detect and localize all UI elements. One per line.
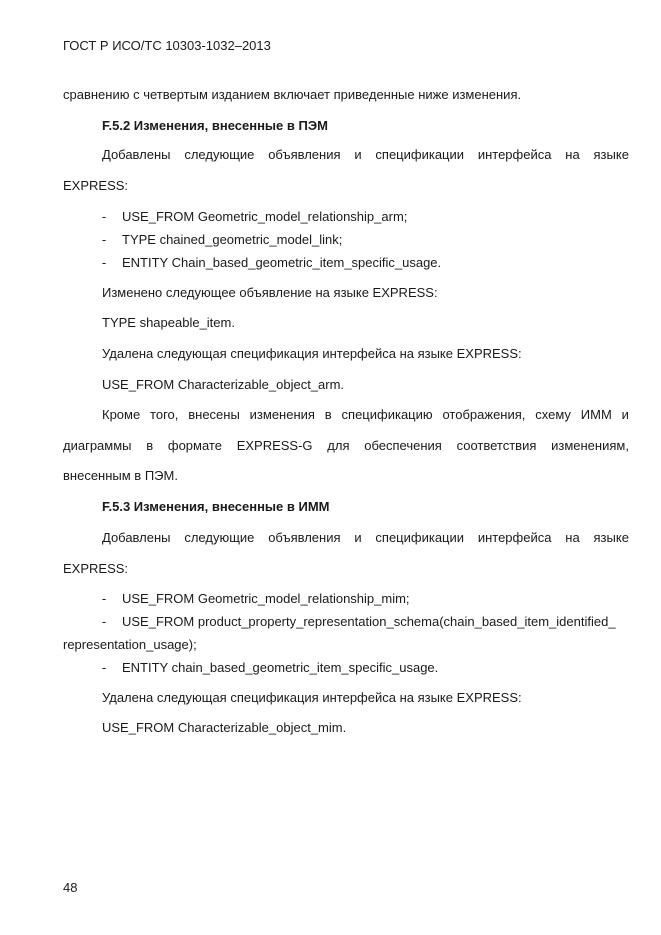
- section-f53-heading: F.5.3 Изменения, внесенные в ИММ: [102, 499, 330, 514]
- word: в: [324, 407, 332, 422]
- word: языке: [593, 147, 629, 162]
- word: Кроме: [102, 407, 141, 422]
- word: спецификации: [375, 147, 465, 162]
- word: следующие: [184, 530, 255, 545]
- word: языке: [593, 530, 629, 545]
- word: объявления: [268, 530, 341, 545]
- page-number: 48: [63, 880, 78, 895]
- word: EXPRESS-G: [236, 438, 313, 453]
- f52-removed-item: USE_FROM Characterizable_object_arm.: [102, 377, 345, 392]
- word: Добавлены: [102, 147, 171, 162]
- f52-other-line-3: внесенным в ПЭМ.: [63, 468, 178, 483]
- bullet-dash: -: [101, 591, 107, 606]
- word: диаграммы: [63, 438, 132, 453]
- word: спецификации: [375, 530, 465, 545]
- word: на: [565, 530, 580, 545]
- word: и: [354, 147, 362, 162]
- f52-other-line-2: [63, 438, 629, 454]
- intro-line: сравнению с четвертым изданием включает приведенные ниже изменения.: [63, 87, 522, 102]
- f52-added-intro-tail: EXPRESS:: [63, 178, 129, 193]
- word: объявления: [268, 147, 341, 162]
- word: для: [327, 438, 350, 453]
- f52-added-item: ENTITY Chain_based_geometric_item_specific_usage.: [122, 255, 442, 270]
- word: интерфейса: [477, 147, 552, 162]
- section-f52-heading: F.5.2 Изменения, внесенные в ПЭМ: [102, 118, 328, 133]
- standard-header: ГОСТ Р ИСО/ТС 10303-1032–2013: [63, 38, 271, 53]
- f53-added-item: ENTITY chain_based_geometric_item_specific_usage.: [122, 660, 439, 675]
- word: интерфейса: [477, 530, 552, 545]
- word: соответствия: [456, 438, 537, 453]
- word: и: [621, 407, 629, 422]
- f53-added-item-continuation: representation_usage);: [63, 637, 197, 652]
- word: на: [565, 147, 580, 162]
- f52-added-item: USE_FROM Geometric_model_relationship_arm;: [122, 209, 408, 224]
- word: того,: [150, 407, 179, 422]
- word: ИММ: [580, 407, 612, 422]
- f53-added-intro-tail: EXPRESS:: [63, 561, 129, 576]
- word: схему: [535, 407, 571, 422]
- word: формате: [167, 438, 222, 453]
- bullet-dash: -: [101, 209, 107, 224]
- word: в: [146, 438, 154, 453]
- bullet-dash: -: [101, 614, 107, 629]
- f52-changed-item: TYPE shapeable_item.: [102, 315, 235, 330]
- word: отображения,: [442, 407, 526, 422]
- bullet-dash: -: [101, 232, 107, 247]
- f52-other-line-1: [102, 407, 629, 423]
- f52-added-item: TYPE chained_geometric_model_link;: [122, 232, 343, 247]
- f53-added-item: USE_FROM product_property_representation_schema(chain_based_item_identified_: [122, 614, 616, 629]
- f52-removed-intro: Удалена следующая спецификация интерфейса на языке EXPRESS:: [102, 346, 522, 361]
- word: следующие: [184, 147, 255, 162]
- word: изменениям,: [551, 438, 629, 453]
- f53-removed-item: USE_FROM Characterizable_object_mim.: [102, 720, 347, 735]
- word: Добавлены: [102, 530, 171, 545]
- bullet-dash: -: [101, 660, 107, 675]
- word: внесены: [188, 407, 240, 422]
- word: и: [354, 530, 362, 545]
- bullet-dash: -: [101, 255, 107, 270]
- word: обеспечения: [364, 438, 442, 453]
- f53-added-item: USE_FROM Geometric_model_relationship_mim;: [122, 591, 410, 606]
- f52-added-intro-line: [102, 147, 629, 163]
- f53-added-intro-line: [102, 530, 629, 546]
- f52-changed-intro: Изменено следующее объявление на языке EXPRESS:: [102, 285, 438, 300]
- f53-removed-intro: Удалена следующая спецификация интерфейса на языке EXPRESS:: [102, 690, 522, 705]
- word: спецификацию: [341, 407, 433, 422]
- word: изменения: [249, 407, 315, 422]
